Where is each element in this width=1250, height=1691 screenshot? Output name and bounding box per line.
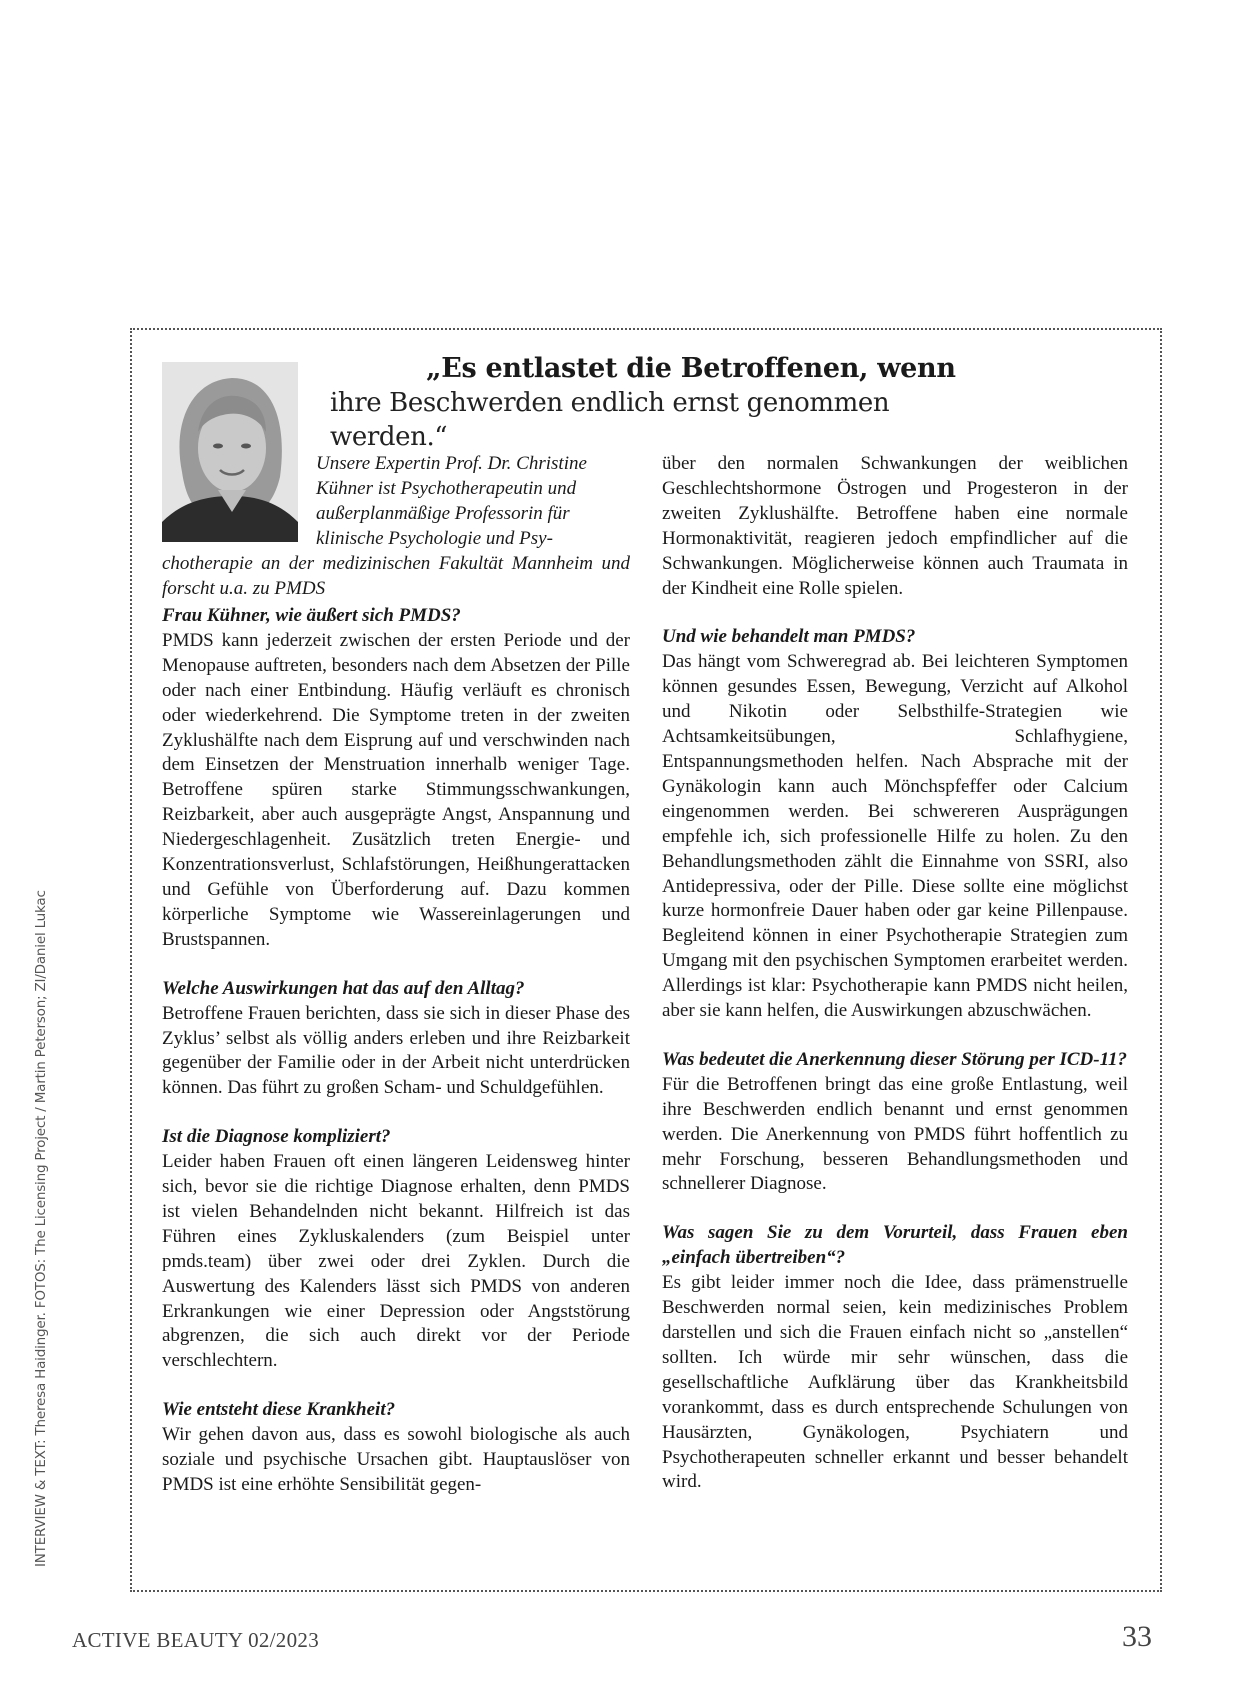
pull-quote-line-1: „Es entlastet die Betroffenen, wenn [426,353,956,384]
interview-question: Was bedeutet die Anerkennung dieser Störung per ICD-11? [662,1048,1128,1070]
interview-answer: Das hängt vom Schweregrad ab. Bei leichteren Symptomen können gesundes Essen, Bewegung, Verzicht auf Alkohol und Nikotin oder Selbsthilfe-Strategien wie Achtsamkeitsübungen, Schlafhygiene, Entspannungsmethoden helfen. Nach Absprache mit der Gynäkologin kann auch Mönchspfeffer oder Calcium eingenommen werden. Bei schwereren Ausprägungen empfehle ich, sich professionelle Hilfe zu holen. Zu den Behandlungsmethoden zählt die Einnahme von SSRI, also Antidepressiva, oder der Pille. Diese sollte eine möglichst kurze hormonfreie Dauer haben oder gar keine Pillenpause. Begleitend können in einer Psychotherapie Strategien zum Umgang mit den psychischen Symptomen erarbeitet werden. Allerdings ist klar: Psychotherapie kann PMDS nicht heilen, aber sie kann helfen, die Auswirkungen abzuschwächen. [662,651,1128,1022]
interview-question: Frau Kühner, wie äußert sich PMDS? [162,605,461,626]
page-number: 33 [1122,1620,1152,1653]
magazine-issue: ACTIVE BEAUTY 02/2023 [72,1628,319,1652]
interview-question: Ist die Diagnose kompliziert? [162,1126,391,1148]
intro-line: chotherapie an der medizinischen Fakultät Mannheim und forscht u.a. zu PMDS [162,552,630,599]
interview-answer: Betroffene Frauen berichten, dass sie sich in dieser Phase des Zyklus’ selbst als völlig anders erleben und ihre Reizbarkeit gegenüber der Familie oder in der Arbeit nicht unterdrücken können. Das führt zu großen Scham- und Schuldgefühlen. [162,1002,630,1099]
interview-question: Und wie behandelt man PMDS? [662,626,916,648]
answer-continuation: über den normalen Schwankungen der weiblichen Geschlechtshormone Östrogen und Progesteron in der zweiten Zyklushälfte. Betroffene haben eine normale Hormonaktivität, reagieren jedoch empfindlicher auf die Schwankungen. Möglicherweise können auch Traumata in der Kindheit eine Rolle spielen. [662,453,1128,599]
intro-line: klinische Psychologie und Psy- [316,527,553,549]
expert-intro [162,452,630,601]
pull-quote [330,352,970,454]
interview-answer: Leider haben Frauen oft einen längeren Leidensweg hinter sich, bevor sie die richtige Diagnose erhalten, denn PMDS ist vielen Behandelnden nicht bekannt. Hilfreich ist das Führen eines Zykluskalenders (zum Beispiel unter pmds.team) über zwei oder drei Zyklen. Durch die Auswertung des Kalenders lässt sich PMDS von anderen Erkrankungen wie einer Depression oder Angststörung abgrenzen, die sich auch direkt vor der Periode verschlechtern. [162,1151,630,1372]
interview-question: Welche Auswirkungen hat das auf den Alltag? [162,977,525,999]
right-column [662,452,1128,1495]
interview-question: Was sagen Sie zu dem Vorurteil, dass Frauen eben „einfach übertreiben“? [662,1222,1128,1269]
intro-line: außerplanmäßige Professorin für [316,502,570,524]
left-column [162,604,630,1498]
photo-credit: INTERVIEW & TEXT: Theresa Haidinger. FOTOS: The Licensing Project / Martin Peterson; ZI/Daniel Lukac [33,890,49,1567]
interview-answer: Wir gehen davon aus, dass es sowohl biologische als auch soziale und psychische Ursachen gibt. Hauptauslöser von PMDS ist eine erhöhte Sensibilität gegen- [162,1424,630,1495]
intro-line: Kühner ist Psychotherapeutin und [316,477,577,499]
interview-answer: PMDS kann jederzeit zwischen der ersten Periode und der Menopause auftreten, besonders nach dem Absetzen der Pille oder nach einer Entbindung. Häufig verläuft es chronisch oder wiederkehrend. Die Symptome treten in der zweiten Zyklushälfte nach dem Eisprung auf und verschwinden nach dem Einsetzen der Menstruation innerhalb weniger Tage. Betroffene spüren starke Stimmungsschwankungen, Reizbarkeit, aber auch ausgeprägte Angst, Anspannung und Niedergeschlagenheit. Zusätzlich treten Energie- und Konzentrationsverlust, Schlafstörungen, Heißhungerattacken und Gefühle von Überforderung auf. Dazu kommen körperliche Symptome wie Wassereinlagerungen und Brustspannen. [162,629,630,950]
interview-answer: Es gibt leider immer noch die Idee, dass prämenstruelle Beschwerden normal seien, kein medizinisches Problem darstellen und sich die Frauen einfach nicht so „anstellen“ sollten. Ich würde mir sehr wünschen, dass die gesellschaftliche Aufklärung über das Krankheitsbild vorankommt, dass es durch entsprechende Schulungen von Hausärzten, Gynäkologen, Psychiatern und Psychotherapeuten schneller erkannt und besser behandelt wird. [662,1272,1128,1493]
pull-quote-line-2: ihre Beschwerden endlich ernst genommen werden.“ [330,388,890,452]
intro-line: Unsere Expertin Prof. Dr. Christine [316,453,587,474]
interview-answer: Für die Betroffenen bringt das eine große Entlastung, weil ihre Beschwerden endlich benannt und ernst genommen werden. Die Anerkennung von PMDS führt hoffentlich zu mehr Forschung, besseren Behandlungsmethoden und schnellerer Diagnose. [662,1073,1128,1195]
interview-question: Wie entsteht diese Krankheit? [162,1399,396,1421]
